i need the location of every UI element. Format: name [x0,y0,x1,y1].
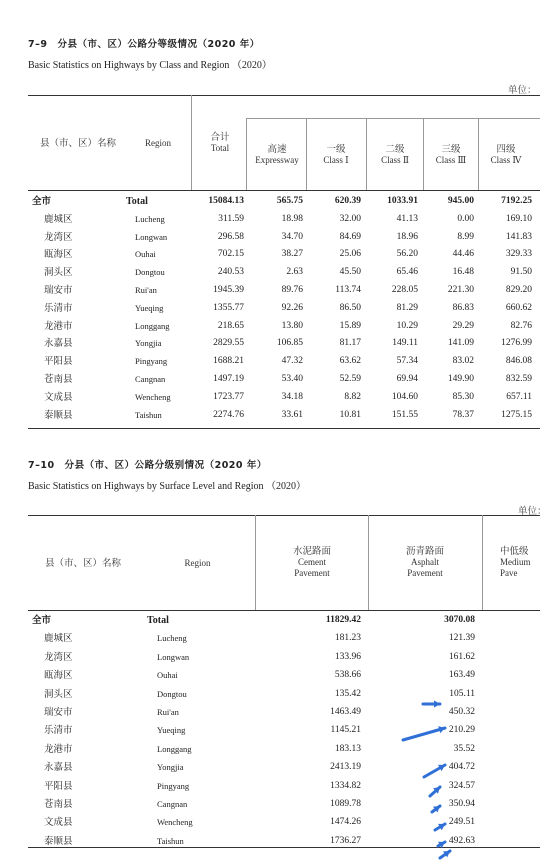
table2-cell: 163.49 [448,670,475,681]
table1-cell: 2274.76 [213,409,244,420]
table1-cell: 18.96 [396,231,418,242]
table1-cell: 33.61 [281,409,303,420]
table1-header-class4: 四级 Class Ⅳ [490,144,522,165]
table2-region-cn: 平阳县 [44,780,73,792]
table2-region-en: Longwan [157,651,190,662]
table2-cell: 1463.49 [330,707,361,717]
table2-region-en: Yongjia [157,762,184,773]
table1-header-class2: 二级 Class Ⅱ [381,144,409,165]
table1-region-en: Rui'an [135,285,157,295]
table2-region-cn: 龙湾区 [44,651,73,663]
table2-region-cn: 乐清市 [44,725,73,737]
table2-cell: 249.51 [448,817,475,828]
table1-cell: 1723.77 [213,391,244,402]
table1-cell: 38.27 [281,249,303,260]
table1-region-cn: 龙港市 [44,320,73,332]
table2-header-region-cn: 县（市、区）名称 [44,558,121,569]
table1-region-en: Yongjia [135,338,162,349]
table2-cell: 324.57 [448,780,475,791]
table2-cell: 450.32 [448,707,475,717]
table2-region-cn: 永嘉县 [44,762,73,774]
table2-cell: 105.11 [449,688,475,699]
table2-region-en: Dongtou [157,688,187,699]
table1-cell: 34.70 [281,231,303,242]
table1-region-cn: 泰顺县 [44,409,73,421]
table1-region-en: Lucheng [135,213,165,224]
table1-cell: 0.00 [457,213,474,224]
table2-region-en: Pingyang [157,780,190,791]
table2-header-medium-low: 中低级 Medium Pave [500,546,531,578]
table1-cell: 91.50 [510,267,532,278]
table1-cell: 832.59 [505,374,532,384]
table1-cell: 82.76 [510,320,532,331]
table1-cell: 1275.15 [501,409,532,420]
table1-cell: 169.10 [505,213,532,224]
table1-region-cn: 苍南县 [44,374,73,385]
table1-region-en: Longgang [135,320,170,331]
table1-cell: 2.63 [286,267,303,278]
table1-cell: 1355.77 [213,302,244,313]
table1-region-cn: 龙湾区 [44,231,73,243]
table1-region-en: Pingyang [135,356,168,367]
table1-cell: 13.80 [281,320,303,331]
table2-region-cn: 瓯海区 [44,670,73,682]
table1-cell: 81.17 [339,338,361,349]
table1-cell: 84.69 [339,231,361,242]
table2-cell: 183.13 [334,743,361,754]
table1-region-cn: 平阳县 [44,356,73,368]
table1-cell: 69.94 [396,374,418,384]
table1-region-cn: 洞头区 [44,267,73,279]
table1-cell: 240.53 [217,267,244,278]
table1-region-cn: 文成县 [44,391,73,403]
table1-cell: 218.65 [217,320,244,331]
table2-cell: 35.52 [453,743,475,754]
table1-cell: 16.48 [452,267,474,278]
table2-region-cn: 鹿城区 [44,633,73,645]
table1-cell: 1276.99 [501,338,532,349]
table1-cell: 228.05 [391,285,418,295]
table1-cell: 846.08 [505,356,532,367]
table1-region-cn: 全市 [32,196,52,207]
table2-region-cn: 龙港市 [44,743,73,755]
table2-header-region-en: Region [184,558,211,568]
table1-cell: 329.33 [505,249,532,260]
table1-cell: 57.34 [396,356,418,367]
table1-cell: 83.02 [452,356,474,367]
table2-region-en: Rui'an [157,707,179,717]
table1-cell: 141.09 [447,338,474,349]
table1-cell: 56.20 [396,249,418,260]
table1-region-en: Ouhai [135,249,156,260]
table1-region-cn: 鹿城区 [44,213,73,225]
table1-region-cn: 永嘉县 [44,338,73,350]
table2-cell: 121.39 [448,633,475,644]
table1-header-class1: 一级 Class Ⅰ [323,144,349,165]
table1-cell: 221.30 [447,285,474,295]
table1-region-en: Longwan [135,231,168,242]
table2-cell: 135.42 [334,688,361,699]
table1-cell: 113.74 [335,285,361,295]
table1-cell: 86.83 [452,302,474,313]
table1-title: 7–9 分县（市、区）公路分等级情况（2020 年） [28,39,260,50]
table1-cell: 106.85 [276,338,303,349]
table1-region-cn: 瑞安市 [44,285,73,296]
table2-cell: 1334.82 [330,780,361,791]
table1-cell: 86.50 [339,302,361,313]
table1-header-region-en: Region [145,138,171,148]
table2-title: 7–10 分县（市、区）公路分级别情况（2020 年） [28,460,267,471]
table1-subtitle: Basic Statistics on Highways by Class and Region （2020） [28,60,272,71]
table2-cell: 1145.21 [330,725,361,736]
table1-cell: 41.13 [396,213,418,224]
table1-cell: 620.39 [334,196,361,206]
table2-region-cn: 文成县 [44,817,73,829]
table1-cell: 104.60 [391,391,418,402]
table2-cell: 1736.27 [330,835,361,846]
table2-header-cement: 水泥路面 Cement Pavement [292,546,331,578]
table1-cell: 565.75 [276,196,303,206]
table1-region-cn: 瓯海区 [44,249,73,261]
table1-cell: 63.62 [339,356,361,367]
table2-region-cn: 洞头区 [44,688,73,700]
table1-cell: 47.32 [281,356,303,367]
table1-cell: 10.81 [339,409,361,420]
table2-cell: 11829.42 [325,615,361,625]
table2-region-cn: 全市 [32,615,52,626]
table1-cell: 32.00 [339,213,361,224]
table2-header-asphalt: 沥青路面 Asphalt Pavement [405,546,444,578]
annotation-arrow-head [434,700,440,707]
table2-region-cn: 瑞安市 [44,707,73,718]
table2-cell: 1089.78 [330,799,361,809]
table2-region-cn: 泰顺县 [44,835,73,847]
table1-cell: 1945.39 [213,285,244,295]
table1-cell: 657.11 [506,391,532,402]
table1-header-class3: 三级 Class Ⅲ [435,144,467,165]
table1-region-cn: 乐清市 [44,302,73,314]
table2-cell: 2413.19 [330,762,361,773]
table1-cell: 702.15 [217,249,244,260]
table1-cell: 78.37 [452,409,474,420]
table1-cell: 15084.13 [208,196,244,206]
table2-region-en: Longgang [157,743,192,754]
table1-region-en: Total [126,196,148,207]
table1-region-en: Yueqing [135,302,164,313]
table1-cell: 85.30 [452,391,474,402]
table2-cell: 492.63 [448,835,475,846]
table2-unit: 单位： [518,506,547,517]
table1-cell: 141.83 [505,231,532,242]
table2-region-en: Wencheng [157,817,193,828]
table1-cell: 89.76 [281,285,303,295]
table2-cell: 181.23 [334,633,361,644]
table1-cell: 1688.21 [213,356,244,367]
table1-cell: 829.20 [505,285,532,295]
table1-cell: 45.50 [339,267,361,278]
table2-region-cn: 苍南县 [44,799,73,810]
table1-unit: 单位： [508,85,537,96]
table2-cell: 133.96 [334,651,361,662]
table2-region-en: Ouhai [157,670,178,681]
table1-cell: 2829.55 [213,338,244,349]
table1-cell: 34.18 [281,391,303,402]
table1-cell: 149.11 [392,338,418,349]
table2-cell: 350.94 [448,799,475,809]
table2-cell: 538.66 [334,670,361,681]
table1-cell: 296.58 [217,231,244,242]
table1-cell: 151.55 [391,409,418,420]
table2-cell: 404.72 [448,762,475,773]
table1-region-en: Taishun [135,409,162,420]
table2-cell: 1474.26 [330,817,361,828]
table2-region-en: Cangnan [157,799,188,809]
table1-header-total: 合计 Total [210,132,230,153]
table1-cell: 10.29 [396,320,418,331]
table2-region-en: Taishun [157,835,184,846]
table1-cell: 53.40 [281,374,303,384]
table1-region-en: Dongtou [135,267,165,278]
table2-cell: 210.29 [448,725,475,736]
table1-cell: 15.89 [339,320,361,331]
table1-cell: 65.46 [396,267,418,278]
table1-cell: 149.90 [447,374,474,384]
table1-header-expressway: 高速 Expressway [255,144,299,165]
table2-region-en: Lucheng [157,633,187,644]
table1-cell: 945.00 [447,196,474,206]
table1-cell: 7192.25 [501,196,532,206]
table1-cell: 81.29 [396,302,418,313]
table1-cell: 660.62 [505,302,532,313]
table2-region-en: Yueqing [157,725,186,736]
table1-header-region-cn: 县（市、区）名称 [39,138,116,149]
table2-cell: 161.62 [448,651,475,662]
table1-region-en: Wencheng [135,391,171,402]
table1-cell: 44.46 [452,249,474,260]
table1-cell: 29.29 [452,320,474,331]
table1-cell: 92.26 [281,302,303,313]
table1-region-en: Cangnan [135,374,166,384]
table1-cell: 8.82 [344,391,361,402]
table1-cell: 8.99 [457,231,474,242]
table1-cell: 1033.91 [387,196,418,206]
table1-cell: 52.59 [339,374,361,384]
table1-cell: 311.59 [218,213,244,224]
table1-cell: 25.06 [339,249,361,260]
table1-cell: 18.98 [281,213,303,224]
table2-subtitle: Basic Statistics on Highways by Surface Level and Region （2020） [28,481,307,492]
table1-cell: 1497.19 [213,374,244,384]
table2-region-en: Total [147,615,169,626]
table2-cell: 3070.08 [444,615,475,625]
annotation-arrow-shaft [403,728,445,740]
